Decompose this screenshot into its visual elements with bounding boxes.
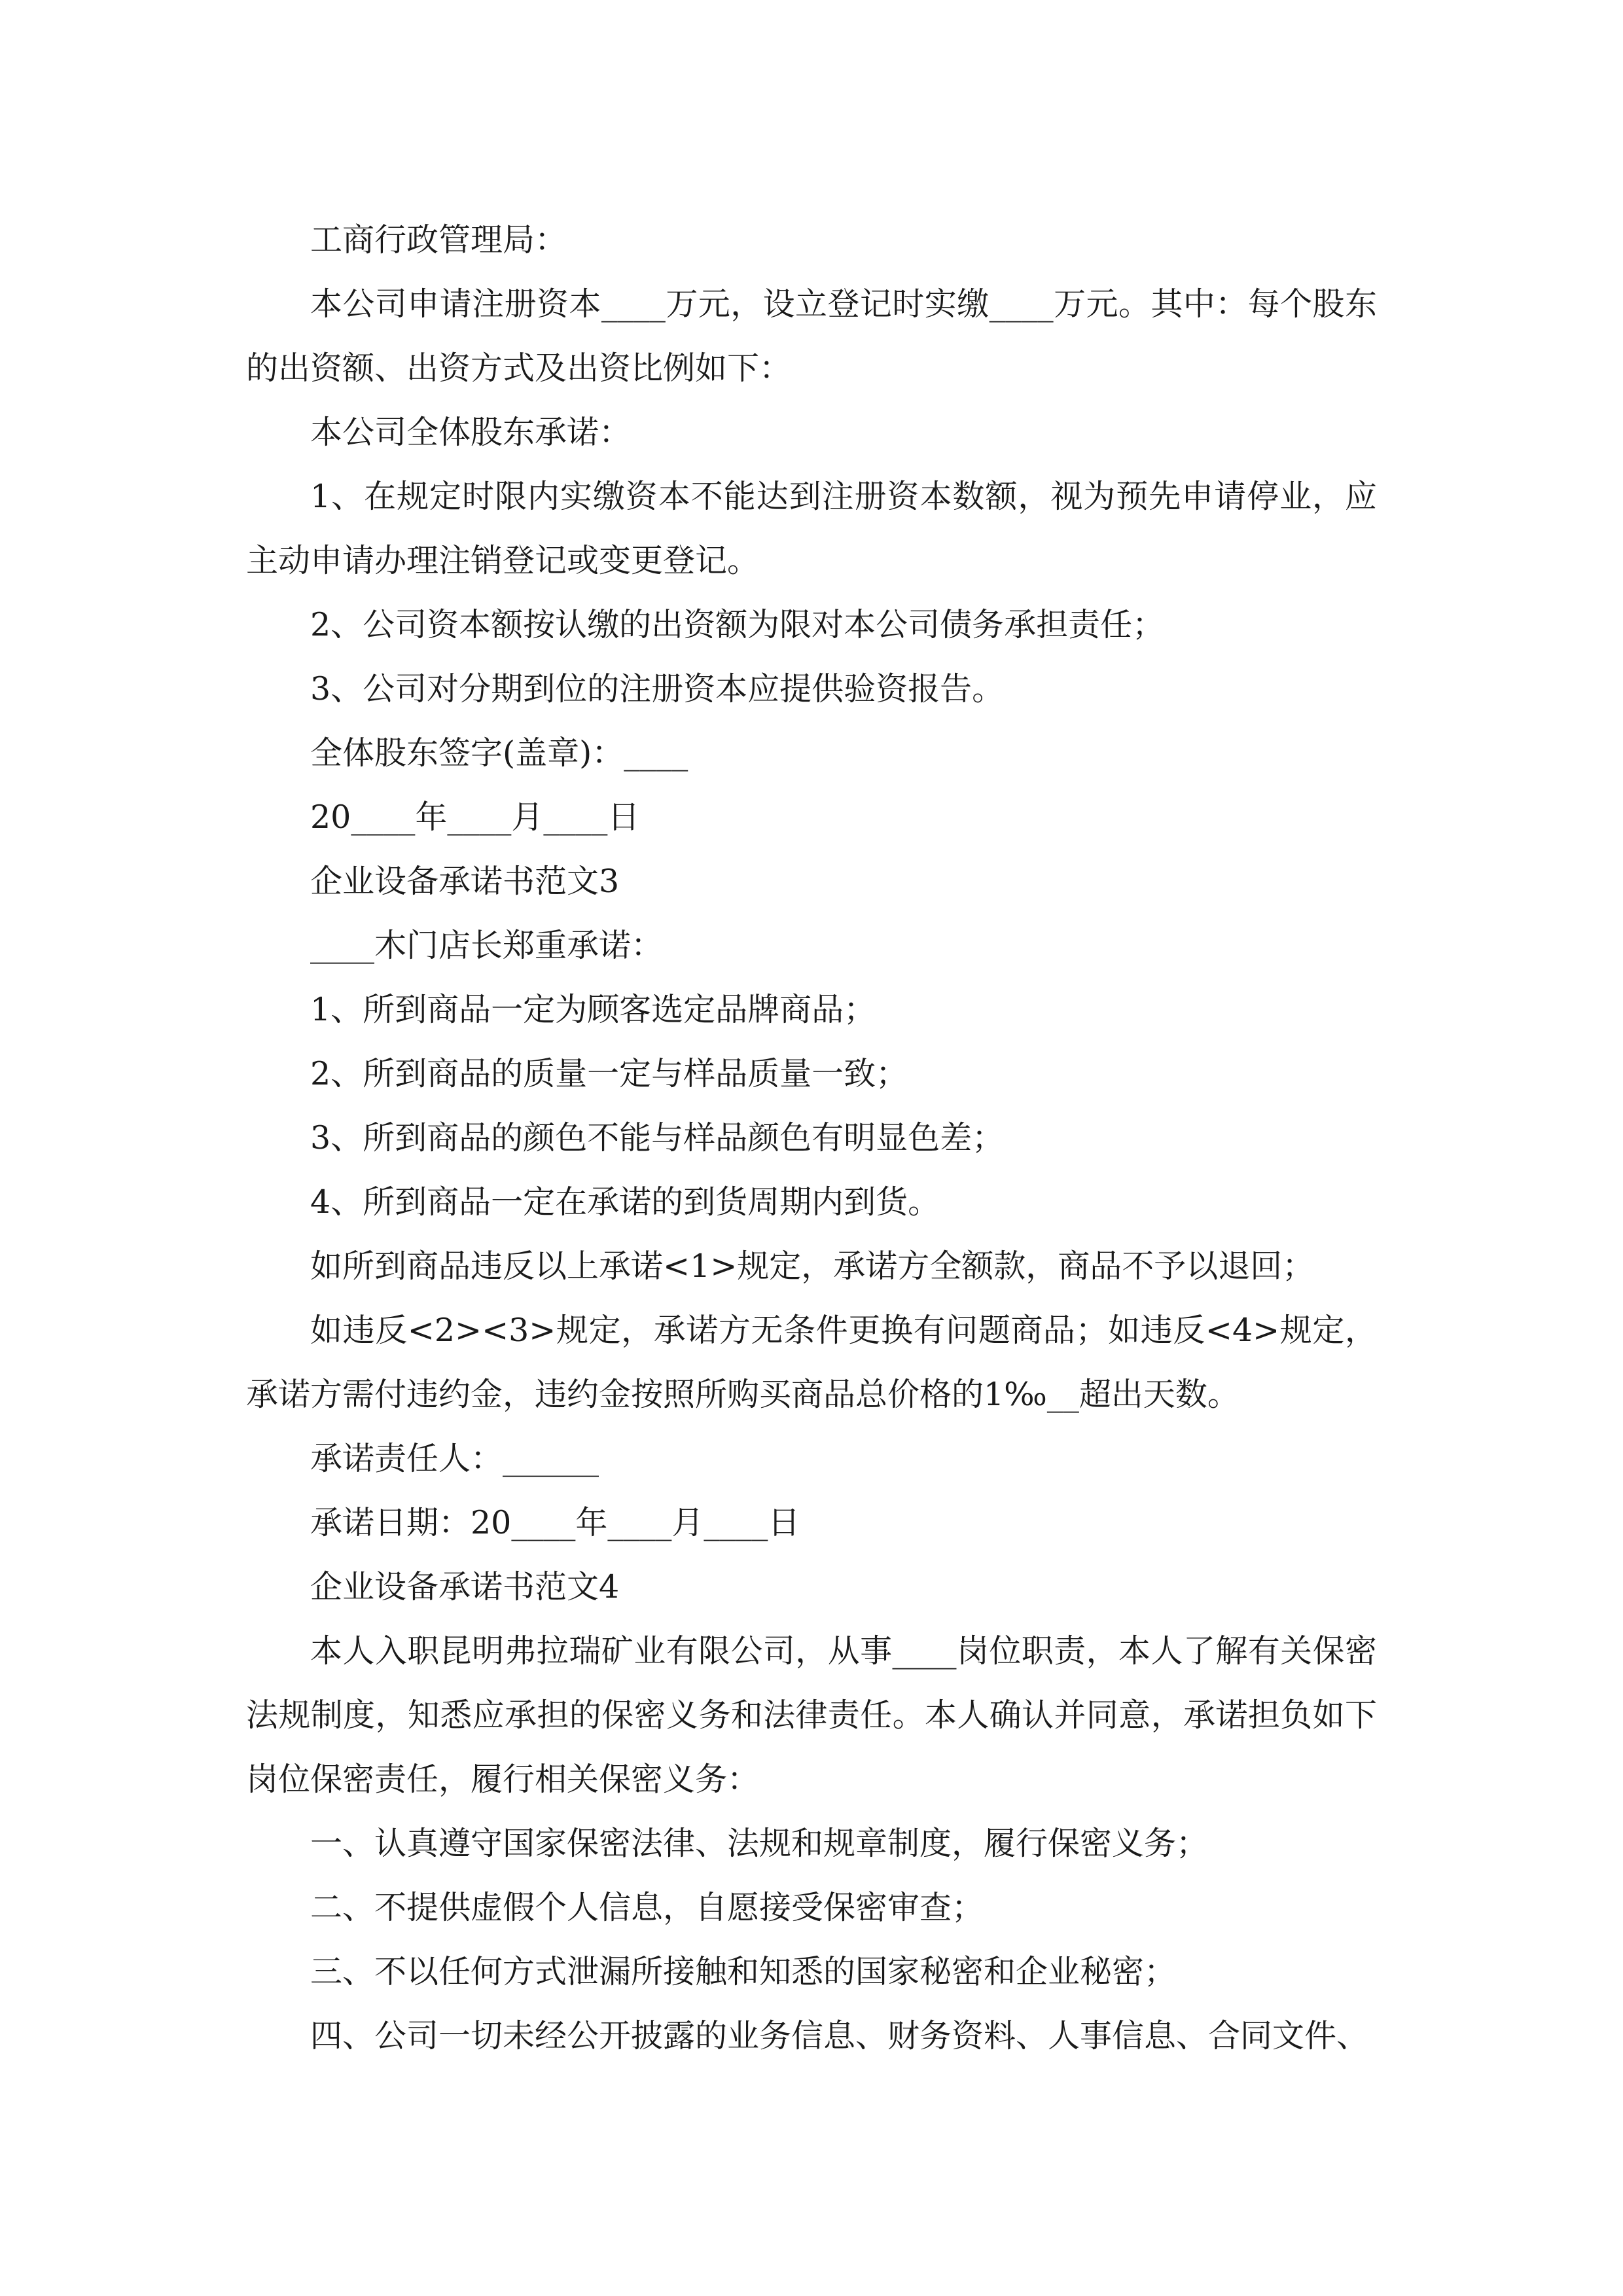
paragraph-goods-1: 1、所到商品一定为顾客选定品牌商品；: [310, 991, 876, 1028]
paragraph-shareholders-commit: 本公司全体股东承诺：: [310, 414, 632, 451]
paragraph-item-1: 1、在规定时限内实缴资本不能达到注册资本数额，视为预先申请停业，应主动申请办理注销登记或变更登记。: [246, 478, 1377, 579]
paragraph-confidential-2: 二、不提供虚假个人信息，自愿接受保密审查；: [310, 1889, 984, 1926]
paragraph-registered-capital: 本公司申请注册资本____万元，设立登记时实缴____万元。其中：每个股东的出资额、出资方式及出资比例如下：: [246, 285, 1377, 387]
paragraph-confidential-3: 三、不以任何方式泄漏所接触和知悉的国家秘密和企业秘密；: [310, 1953, 1177, 1990]
paragraph-confidential-1: 一、认真遵守国家保密法律、法规和规章制度，履行保密义务；: [310, 1825, 1209, 1862]
paragraph-commit-date: 承诺日期：20____年____月____日: [310, 1504, 800, 1541]
paragraph-violation-1: 如所到商品违反以上承诺<1>规定，承诺方全额款，商品不予以退回；: [310, 1247, 1315, 1285]
paragraph-responsible-person: 承诺责任人：______: [310, 1440, 599, 1477]
section-heading-4: 企业设备承诺书范文4: [310, 1568, 620, 1605]
paragraph-date: 20____年____月____日: [310, 798, 640, 836]
paragraph-item-3: 3、公司对分期到位的注册资本应提供验资报告。: [310, 670, 1005, 708]
paragraph-goods-2: 2、所到商品的质量一定与样品质量一致；: [310, 1055, 908, 1092]
paragraph-store-commit: ____木门店长郑重承诺：: [310, 927, 664, 964]
paragraph-addressee: 工商行政管理局：: [310, 221, 567, 259]
section-heading-3: 企业设备承诺书范文3: [310, 863, 620, 900]
paragraph-violation-2: 如违反<2><3>规定，承诺方无条件更换有问题商品；如违反<4>规定，承诺方需付违约金，违约金按照所购买商品总价格的1‰__超出天数。: [246, 1312, 1377, 1413]
paragraph-item-2: 2、公司资本额按认缴的出资额为限对本公司债务承担责任；: [310, 606, 1165, 643]
paragraph-confidential-4: 四、公司一切未经公开披露的业务信息、财务资料、人事信息、合同文件、: [310, 2017, 1369, 2054]
paragraph-goods-3: 3、所到商品的颜色不能与样品颜色有明显色差；: [310, 1119, 1005, 1157]
paragraph-employment: 本人入职昆明弗拉瑞矿业有限公司，从事____岗位职责，本人了解有关保密法规制度，知悉应承担的保密义务和法律责任。本人确认并同意，承诺担负如下岗位保密责任，履行相关保密义务：: [246, 1632, 1377, 1798]
paragraph-goods-4: 4、所到商品一定在承诺的到货周期内到货。: [310, 1183, 940, 1221]
document-body: [246, 208, 1377, 2068]
paragraph-signature: 全体股东签字(盖章)：____: [310, 734, 688, 772]
